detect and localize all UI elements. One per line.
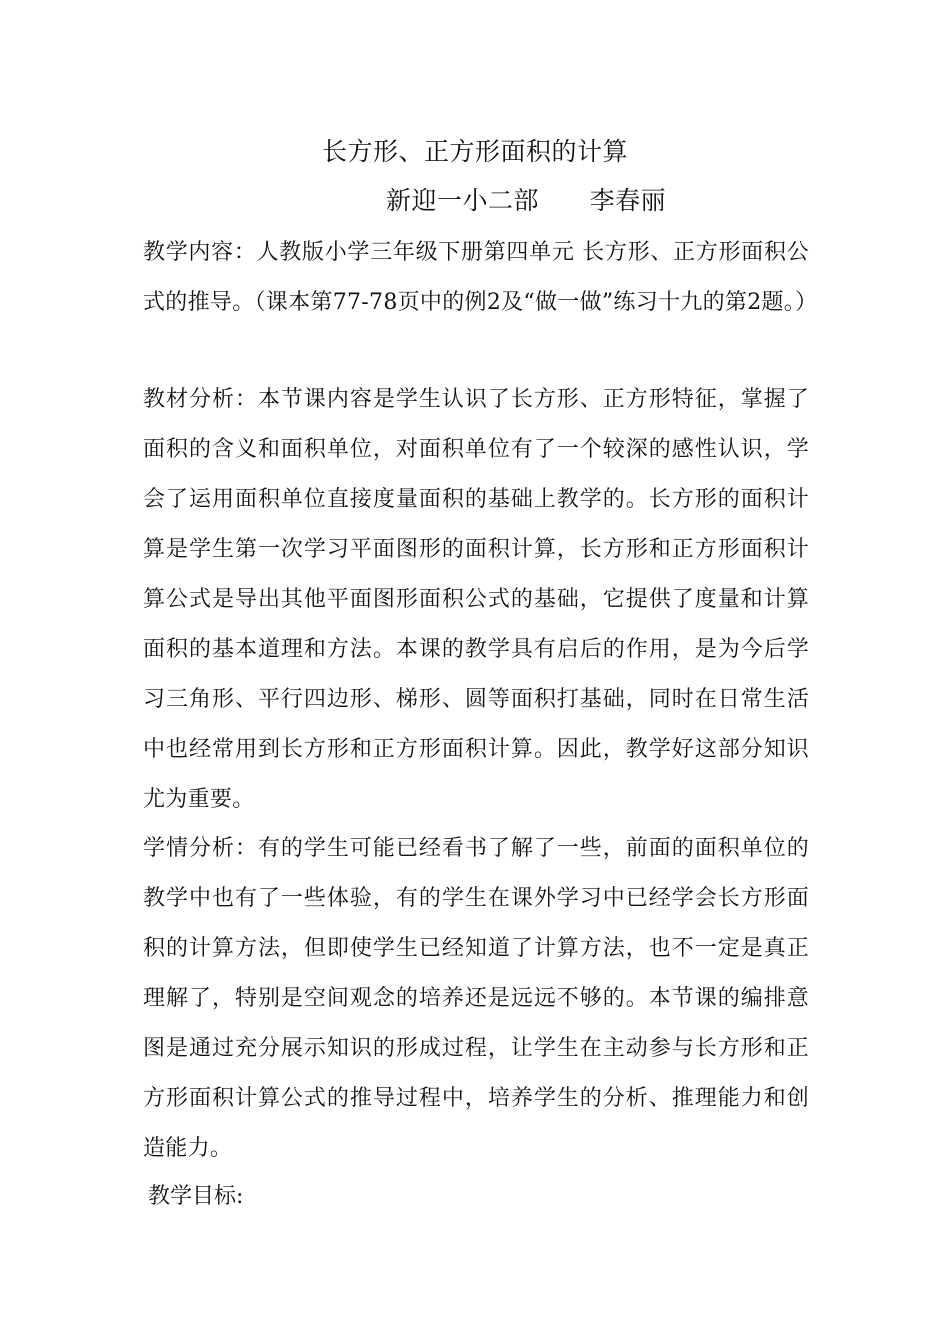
learner-analysis-paragraph: 学情分析：有的学生可能已经看书了解了一些，前面的面积单位的教学中也有了一些体验，有的学生在课外学习中已经学会长方形面积的计算方法，但即使学生已经知道了计算方法，也不一定是真正理解了，特别是空间观念的培养还是远远不够的。本节课的编排意图是通过充分展示知识的形成过程，让学生在主动参与长方形和正方形面积计算公式的推导过程中，培养学生的分析、推理能力和创造能力。 [143, 836, 809, 1161]
author-byline: 新迎一小二部 李春丽 [386, 186, 667, 215]
document-title: 长方形、正方形面积的计算 [321, 137, 628, 166]
teaching-goals-heading: 教学目标: [148, 1184, 244, 1209]
teaching-content-paragraph: 教学内容：人教版小学三年级下册第四单元 长方形、正方形面积公式的推导。（课本第77-78页中的例2及“做一做”练习十九的第2题。） [143, 240, 818, 315]
material-analysis-paragraph: 教材分析：本节课内容是学生认识了长方形、正方形特征，掌握了面积的含义和面积单位，对面积单位有了一个较深的感性认识，学会了运用面积单位直接度量面积的基础上教学的。长方形的面积计算是学生第一次学习平面图形的面积计算，长方形和正方形面积计算公式是导出其他平面图形面积公式的基础，它提供了度量和计算面积的基本道理和方法。本课的教学具有启后的作用，是为今后学习三角形、平行四边形、梯形、圆等面积打基础，同时在日常生活中也经常用到长方形和正方形面积计算。因此，教学好这部分知识尤为重要。 [143, 387, 809, 812]
